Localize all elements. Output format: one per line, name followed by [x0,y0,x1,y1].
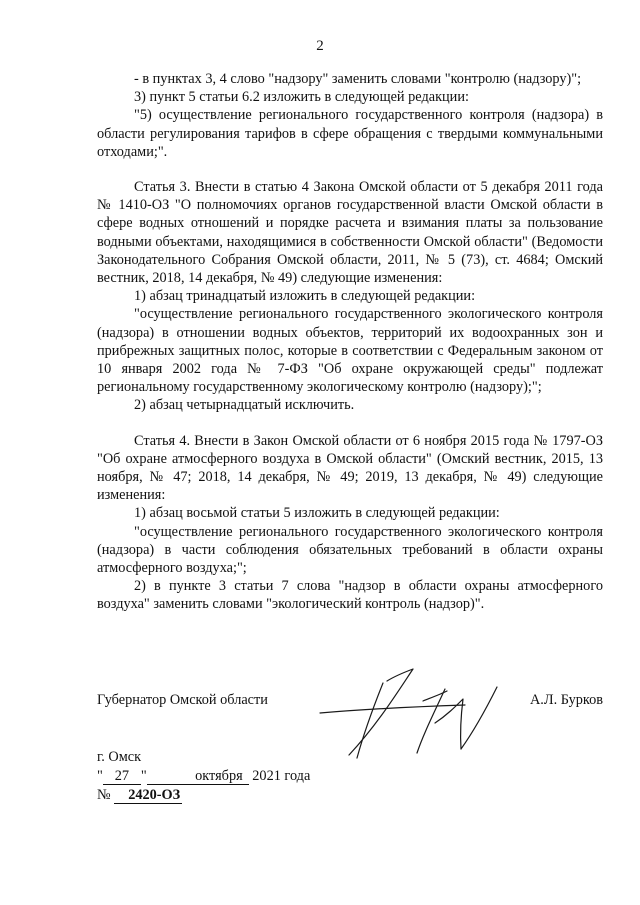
page-number: 2 [316,38,324,54]
date-day: 27 [103,769,141,785]
paragraph-amendment-nadzor: - в пунктах 3, 4 слово "надзору" заменить словами "контролю (надзору)"; [134,71,582,87]
document-body [97,70,603,614]
document-footer [97,748,310,805]
paragraph-article-3-item-1-text: "осуществление регионального государственного экологического контроля (надзора) в отношении водных объектов, территорий их водоохранных зон и прибрежных защитных полос, которые в соответствии с Федеральным законом от 10 января 2002 года № 7-ФЗ "Об охране окружающей среды" подлежат региональному государственному экологическому контролю (надзору);"; [97,306,603,396]
paragraph-article-4-item-1-text: "осуществление регионального государственного экологического контроля (надзора) в части соблюдения обязательных требований в области охраны атмосферного воздуха;"; [97,523,603,577]
date-open-quote: " [97,768,103,784]
date-close-quote: " [140,768,147,784]
law-number-line [97,786,310,805]
governor-title: Губернатор Омской области [97,692,268,708]
law-number-prefix: № [97,787,111,803]
law-number: 2420-ОЗ [114,788,182,804]
paragraph-item-3: 3) пункт 5 статьи 6.2 изложить в следующей редакции: [134,89,469,106]
governor-name: А.Л. Бурков [529,692,603,708]
city: г. Омск [97,749,142,765]
paragraph-article-4-item-2: 2) в пункте 3 статьи 7 слова "надзор в области охраны атмосферного воздуха" заменить словами "экологический контроль (надзор)". [97,578,603,613]
handwritten-signature-icon [315,663,515,763]
paragraph-article-4: Статья 4. Внести в Закон Омской области от 6 ноября 2015 года № 1797-ОЗ "Об охране атмосферного воздуха в Омской области" (Омский вестник, 2015, 13 ноября, № 47; 2018, 14 декабря, № 49; 2019, 13 декабря, № 49) следующие изменения: [97,432,603,504]
paragraph-article-3-item-2: 2) абзац четырнадцатый исключить. [134,397,355,414]
paragraph-article-3-item-1: 1) абзац тринадцатый изложить в следующей редакции: [134,288,476,305]
date-line [97,767,310,786]
paragraph-item-5-text: "5) осуществление регионального государственного контроля (надзора) в области регулирования тарифов в сфере обращения с твердыми коммунальными отходами;". [97,107,603,160]
paragraph-article-4-item-1: 1) абзац восьмой статьи 5 изложить в следующей редакции: [134,505,500,522]
date-year: 2021 года [252,768,311,784]
date-month: октября [147,769,249,785]
paragraph-article-3: Статья 3. Внести в статью 4 Закона Омской области от 5 декабря 2011 года № 1410-ОЗ "О полномочиях органов государственной власти Омской области в сфере водных отношений и порядке расчета и взимания платы за пользование водными объектами, находящимися в собственности Омской области" (Ведомости Законодательного Собрания Омской области, 2011, № 5 (73), ст. 4684; Омский вестник, 2018, 14 декабря, № 49) следующие изменения: [97,179,603,287]
